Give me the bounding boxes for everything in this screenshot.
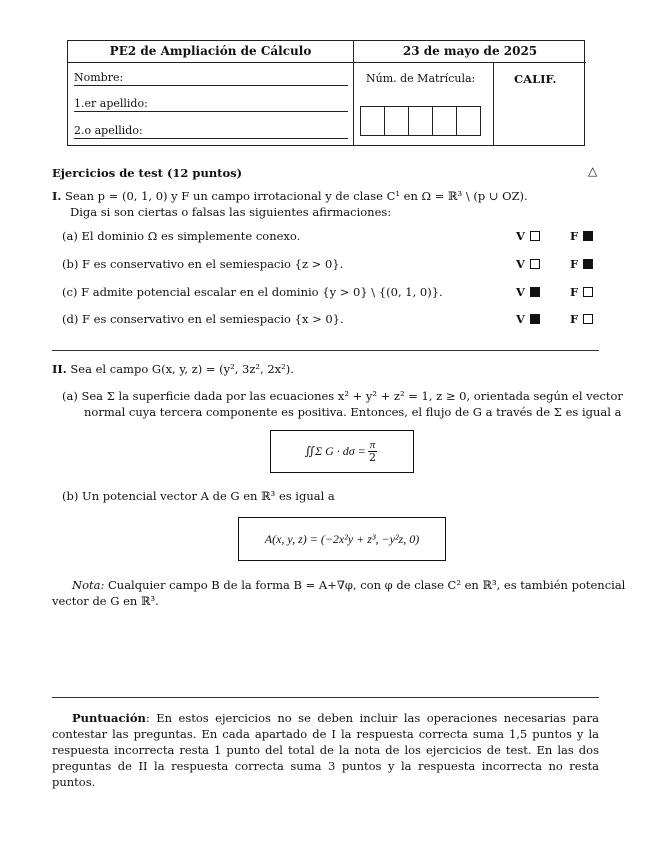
false-label: F — [570, 257, 579, 271]
true-checkbox[interactable] — [530, 231, 540, 241]
q1-item-tag: (d) — [62, 312, 79, 326]
q2-label: II. — [52, 362, 67, 376]
true-option[interactable] — [516, 285, 540, 299]
note-label: Nota: — [72, 578, 105, 592]
note-line1 — [72, 578, 625, 592]
q1-item — [62, 312, 344, 326]
q1-item-tag: (a) — [62, 229, 78, 243]
fraction-denominator: 2 — [369, 451, 376, 464]
matricula-digit-box[interactable] — [360, 106, 385, 136]
false-label: F — [570, 285, 579, 299]
true-option[interactable] — [516, 257, 540, 271]
q1-item — [62, 257, 343, 271]
false-option[interactable] — [570, 257, 593, 271]
q1-label: I. — [52, 189, 62, 203]
q1-item-text: El dominio Ω es simplemente conexo. — [81, 229, 301, 243]
q1-item — [62, 285, 443, 299]
q2b-text: Un potencial vector A de G en ℝ³ es igual a — [82, 489, 335, 503]
true-checkbox[interactable] — [530, 287, 540, 297]
false-checkbox[interactable] — [583, 314, 593, 324]
q1-item-text: F es conservativo en el semiespacio {x > 0}. — [82, 312, 344, 326]
true-option[interactable] — [516, 312, 540, 326]
exam-date: 23 de mayo de 2025 — [402, 44, 538, 58]
nombre-field[interactable] — [74, 71, 348, 86]
false-option[interactable] — [570, 285, 593, 299]
matricula-boxes[interactable] — [360, 106, 480, 136]
divider — [68, 62, 586, 63]
matricula-label: Núm. de Matrícula: — [366, 72, 476, 85]
false-checkbox[interactable] — [583, 287, 593, 297]
matricula-digit-box[interactable] — [432, 106, 457, 136]
divider — [493, 62, 494, 146]
note-line2: vector de G en ℝ³. — [52, 594, 159, 608]
false-label: F — [570, 312, 579, 326]
q2a-answer-box — [270, 430, 414, 473]
true-checkbox[interactable] — [530, 259, 540, 269]
true-option[interactable] — [516, 229, 540, 243]
nombre-label: Nombre: — [74, 71, 124, 84]
section-title: Ejercicios de test (12 puntos) — [52, 166, 243, 180]
scoring-paragraph — [52, 710, 599, 790]
q2b-tag: (b) — [62, 489, 79, 503]
note-text1: Cualquier campo B de la forma B = A+∇φ, con φ de clase C² en ℝ³, es también potencial — [108, 578, 626, 592]
q2a-answer-lhs: ∬Σ G · dσ = — [304, 444, 366, 458]
true-label: V — [516, 312, 525, 326]
q1-intro — [52, 189, 528, 203]
matricula-digit-box[interactable] — [384, 106, 409, 136]
fraction-numerator: π — [369, 439, 376, 451]
header-table — [67, 40, 585, 146]
q2a-tag: (a) — [62, 389, 78, 403]
true-label: V — [516, 229, 525, 243]
false-option[interactable] — [570, 312, 593, 326]
q2a-text1: Sea Σ la superficie dada por las ecuaciones x² + y² + z² = 1, z ≥ 0, orientada según el vector — [81, 389, 623, 403]
scoring-text: : En estos ejercicios no se deben incluir las operaciones necesarias para contestar las preguntas. En cada apartado de I la respuesta correcta suma 1,5 puntos y la respuesta incorrecta resta 1 punto del total de la nota de los ejercicios de test. En las dos preguntas de II la respuesta correcta suma 3 puntos y la respuesta incorrecta no resta puntos. — [52, 711, 599, 789]
q2a-line2: normal cuya tercera componente es positiva. Entonces, el flujo de G a través de Σ es igual a — [84, 405, 622, 419]
false-option[interactable] — [570, 229, 593, 243]
matricula-digit-box[interactable] — [408, 106, 433, 136]
q1-intro-line2: Diga si son ciertas o falsas las siguientes afirmaciones: — [70, 205, 392, 219]
scoring-divider — [52, 697, 599, 698]
true-label: V — [516, 285, 525, 299]
section-divider — [52, 350, 599, 351]
false-label: F — [570, 229, 579, 243]
scoring-label: Puntuación — [72, 711, 146, 725]
q2b-line — [62, 489, 335, 503]
q1-item-tag: (b) — [62, 257, 79, 271]
q1-item-tag: (c) — [62, 285, 78, 299]
q2b-answer-box — [238, 517, 446, 561]
calif-label: CALIF. — [514, 72, 557, 86]
apellido2-label: 2.o apellido: — [74, 124, 143, 137]
apellido1-label: 1.er apellido: — [74, 97, 148, 110]
q1-item — [62, 229, 300, 243]
false-checkbox[interactable] — [583, 259, 593, 269]
q2-intro — [52, 362, 294, 376]
apellido1-field[interactable] — [74, 97, 348, 112]
q1-item-text: F admite potencial escalar en el dominio {y > 0} \ {(0, 1, 0)}. — [81, 285, 443, 299]
q1-item-text: F es conservativo en el semiespacio {z > 0}. — [82, 257, 344, 271]
q2b-answer: A(x, y, z) = (−2x²y + z³, −y²z, 0) — [264, 531, 420, 546]
exam-title: PE2 de Ampliación de Cálculo — [109, 44, 312, 58]
true-label: V — [516, 257, 525, 271]
triangle-icon: △ — [588, 164, 598, 178]
q2a-answer-fraction — [368, 439, 378, 464]
q1-intro-line1: Sean p = (0, 1, 0) y F un campo irrotacional y de clase C¹ en Ω = ℝ³ \ (p ∪ OZ). — [65, 189, 528, 203]
false-checkbox[interactable] — [583, 231, 593, 241]
apellido2-field[interactable] — [74, 124, 348, 139]
true-checkbox[interactable] — [530, 314, 540, 324]
q2-intro-text: Sea el campo G(x, y, z) = (y², 3z², 2x²). — [70, 362, 294, 376]
q2a-line1 — [62, 389, 623, 403]
matricula-digit-box[interactable] — [456, 106, 481, 136]
